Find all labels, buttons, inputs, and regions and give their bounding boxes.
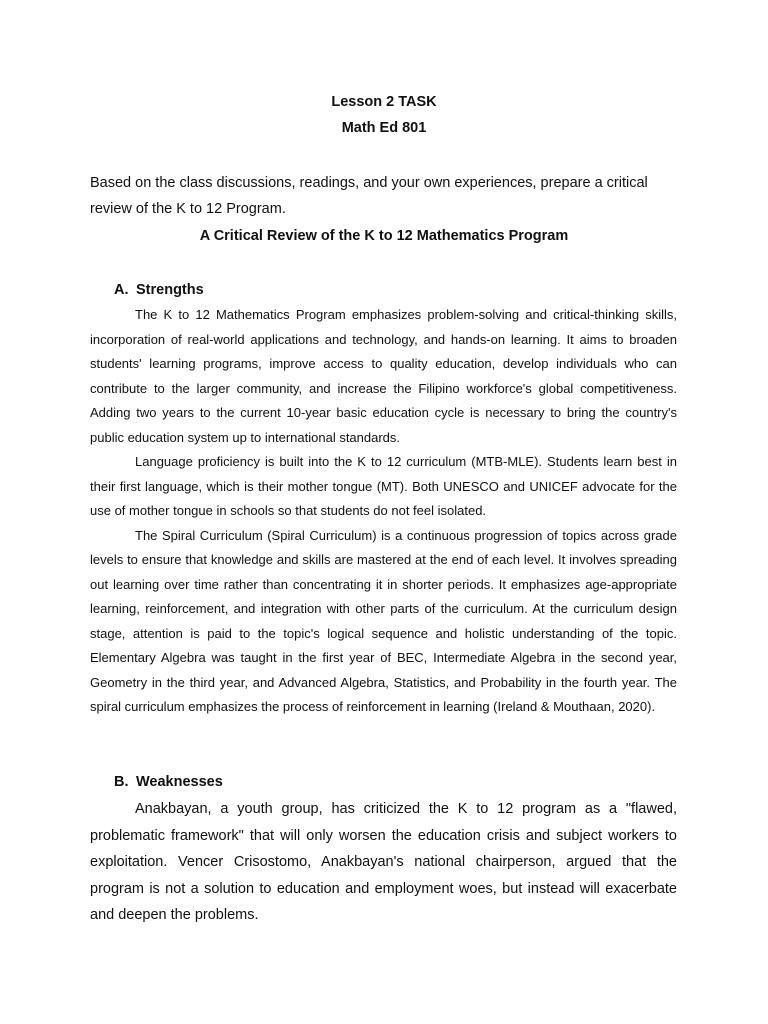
paragraph: The K to 12 Mathematics Program emphasizes problem-solving and critical-thinking skills, incorporation of real-world applications and technology, and hands-on learning. It aims to broaden students' learning programs, improve access to quality education, develop individuals who can contribute to the larger community, and increase the Filipino workforce's global competitiveness. Adding two years to the current 10-year basic education cycle is necessary to bring the country's public education system up to international standards. xyxy=(90,307,677,445)
intro-paragraph: Based on the class discussions, readings, and your own experiences, prepare a critical review of the K to 12 Program. xyxy=(90,175,648,217)
course-title: Math Ed 801 xyxy=(341,120,427,136)
section-title: Weaknesses xyxy=(136,774,223,790)
strengths-body xyxy=(90,303,677,720)
section-title: Strengths xyxy=(136,282,204,298)
review-title: A Critical Review of the K to 12 Mathematics Program xyxy=(199,228,569,244)
section-letter: B. xyxy=(114,774,129,790)
paragraph: Language proficiency is built into the K to 12 curriculum (MTB-MLE). Students learn best in their first language, which is their mother tongue (MT). Both UNESCO and UNICEF advocate for the use of mother tongue in schools so that students do not feel isolated. xyxy=(90,454,677,518)
section-letter: A. xyxy=(114,282,129,298)
weaknesses-body xyxy=(90,796,677,929)
paragraph: The Spiral Curriculum (Spiral Curriculum) is a continuous progression of topics across grade levels to ensure that knowledge and skills are mastered at the end of each level. It involves spreading out learning over time rather than concentrating it in shorter periods. It emphasizes age-appropriate learning, reinforcement, and integration with other parts of the curriculum. At the curriculum design stage, attention is paid to the topic's logical sequence and holistic understanding of the topic. Elementary Algebra was taught in the first year of BEC, Intermediate Algebra in the second year, Geometry in the third year, and Advanced Algebra, Statistics, and Probability in the fourth year. The spiral curriculum emphasizes the process of reinforcement in learning (Ireland & Mouthaan, 2020). xyxy=(90,527,677,714)
paragraph: Anakbayan, a youth group, has criticized the K to 12 program as a "flawed, problematic framework" that will only worsen the education crisis and subject workers to exploitation. Vencer Crisostomo, Anakbayan's national chairperson, argued that the program is not a solution to education and employment woes, but instead will exacerbate and deepen the problems. xyxy=(90,801,677,923)
section-heading-strengths xyxy=(114,280,204,300)
section-heading-weaknesses xyxy=(114,772,223,792)
lesson-title: Lesson 2 TASK xyxy=(331,94,437,110)
